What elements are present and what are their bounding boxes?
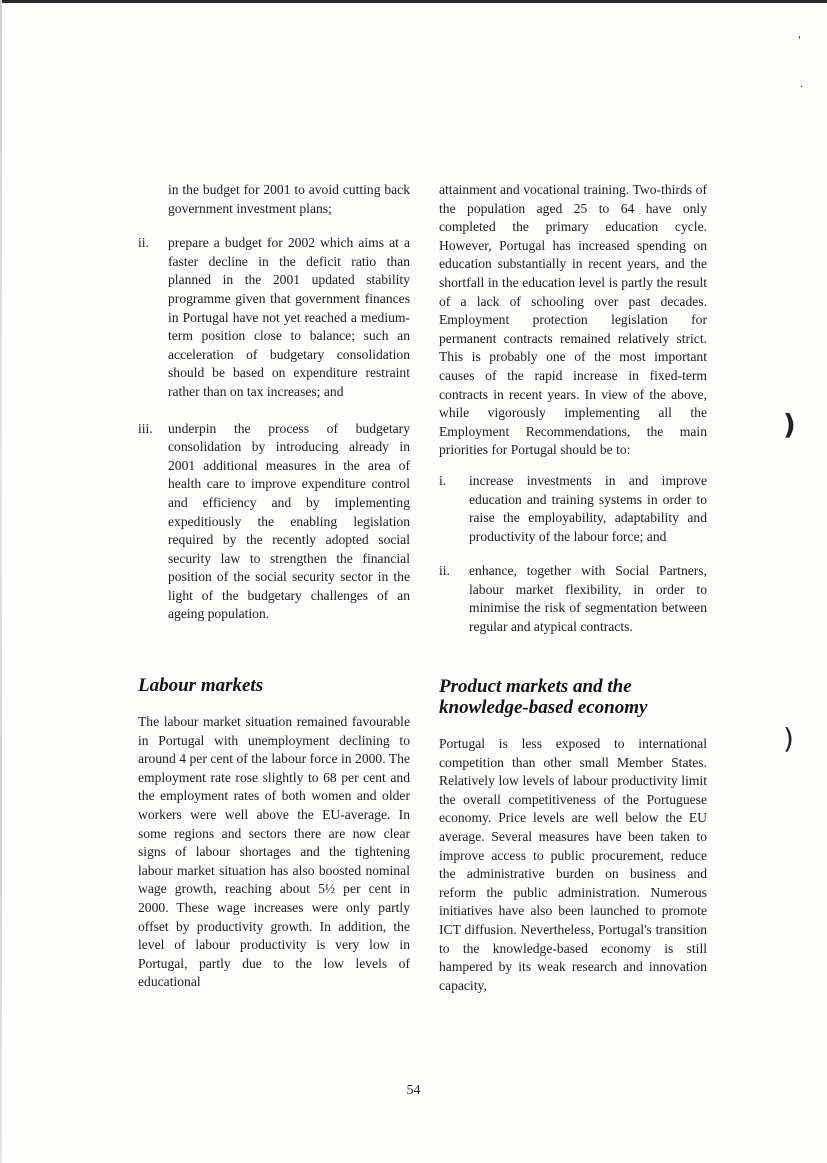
list-numeral: ii.: [439, 563, 450, 579]
margin-paren-mark: ): [783, 408, 796, 441]
left-list-item-ii: [138, 234, 410, 401]
left-scan-edge: [0, 0, 2, 1163]
margin-speck: ': [798, 35, 801, 46]
page-number: 54: [406, 1083, 421, 1098]
margin-speck: ·: [800, 82, 804, 93]
right-list-item-i: [439, 472, 707, 546]
list-item-text: enhance, together with Social Partners, labour market flexibility, in order to minimise the risk of segmentation between regular and atypical contracts.: [469, 563, 707, 635]
product-markets-text: Portugal is less exposed to international competition than other small Member States. Relatively low levels of labour productivity limit the overall competitiveness of the Portuguese economy. Price levels are well below the EU average. Several measures have been taken to improve access to public procurement, reduce the administrative burden on business and reform the public administration. Numerous initiatives have also been launched to promote ICT diffusion. Nevertheless, Portugal's transition to the knowledge-based economy is still hampered by its weak research and innovation capacity,: [439, 736, 707, 993]
list-numeral: i.: [439, 472, 447, 488]
labour-markets-section: [138, 675, 410, 992]
list-item-text: increase investments in and improve education and training systems in order to raise the employability, adaptability and productivity of the labour force; and: [469, 472, 707, 544]
top-scan-rule: [0, 0, 827, 3]
labour-markets-heading: Labour markets: [138, 675, 264, 696]
product-markets-section: [439, 676, 707, 995]
list-numeral: ii.: [138, 235, 149, 251]
right-column: [439, 181, 707, 637]
list-item-text: prepare a budget for 2002 which aims at a faster decline in the deficit ratio than planned in the 2001 updated stability programme given that government finances in Portugal have not yet reached a medium-term position close to balance; such an acceleration of budgetary consolidation should be based on expenditure restraint rather than on tax increases; and: [168, 235, 410, 399]
list-item-text: underpin the process of budgetary consolidation by introducing already in 2001 additional measures in the area of health care to improve expenditure control and efficiency and by implementing expeditiously the enabling legislation required by the recently adopted social security law to strengthen the financial position of the social security sector in the light of the budgetary challenges of an ageing population.: [168, 420, 410, 622]
right-intro-text: attainment and vocational training. Two-thirds of the population aged 25 to 64 have only completed the primary education cycle. However, Portugal has increased spending on education substantially in recent years, and the shortfall in the education level is partly the result of a lack of schooling over past decades. Employment protection legislation for permanent contracts remained relatively strict. This is probably one of the most important causes of the rapid increase in fixed-term contracts in recent years. In view of the above, while vigorously implementing all the Employment Recommendations, the main priorities for Portugal should be to:: [439, 182, 707, 458]
margin-paren-mark: ): [783, 722, 794, 755]
left-column: [138, 181, 410, 624]
product-markets-heading: Product markets and the knowledge-based economy: [439, 676, 648, 718]
left-list-item-iii: [138, 420, 410, 625]
right-list-item-ii: [439, 562, 707, 636]
left-intro-text: in the budget for 2001 to avoid cutting back government investment plans;: [168, 182, 410, 216]
list-numeral: iii.: [138, 420, 153, 436]
labour-markets-text: The labour market situation remained favourable in Portugal with unemployment declining to around 4 per cent of the labour force in 2000. The employment rate rose slightly to 68 per cent and the employment rates of both women and older workers were well above the EU-average. In some regions and sectors there are now clear signs of labour shortages and the tightening labour market situation has also boosted nominal wage growth, reaching about 5½ per cent in 2000. These wage increases were only partly offset by productivity growth. In addition, the level of labour productivity is very low in Portugal, partly due to the low levels of educational: [138, 714, 410, 990]
